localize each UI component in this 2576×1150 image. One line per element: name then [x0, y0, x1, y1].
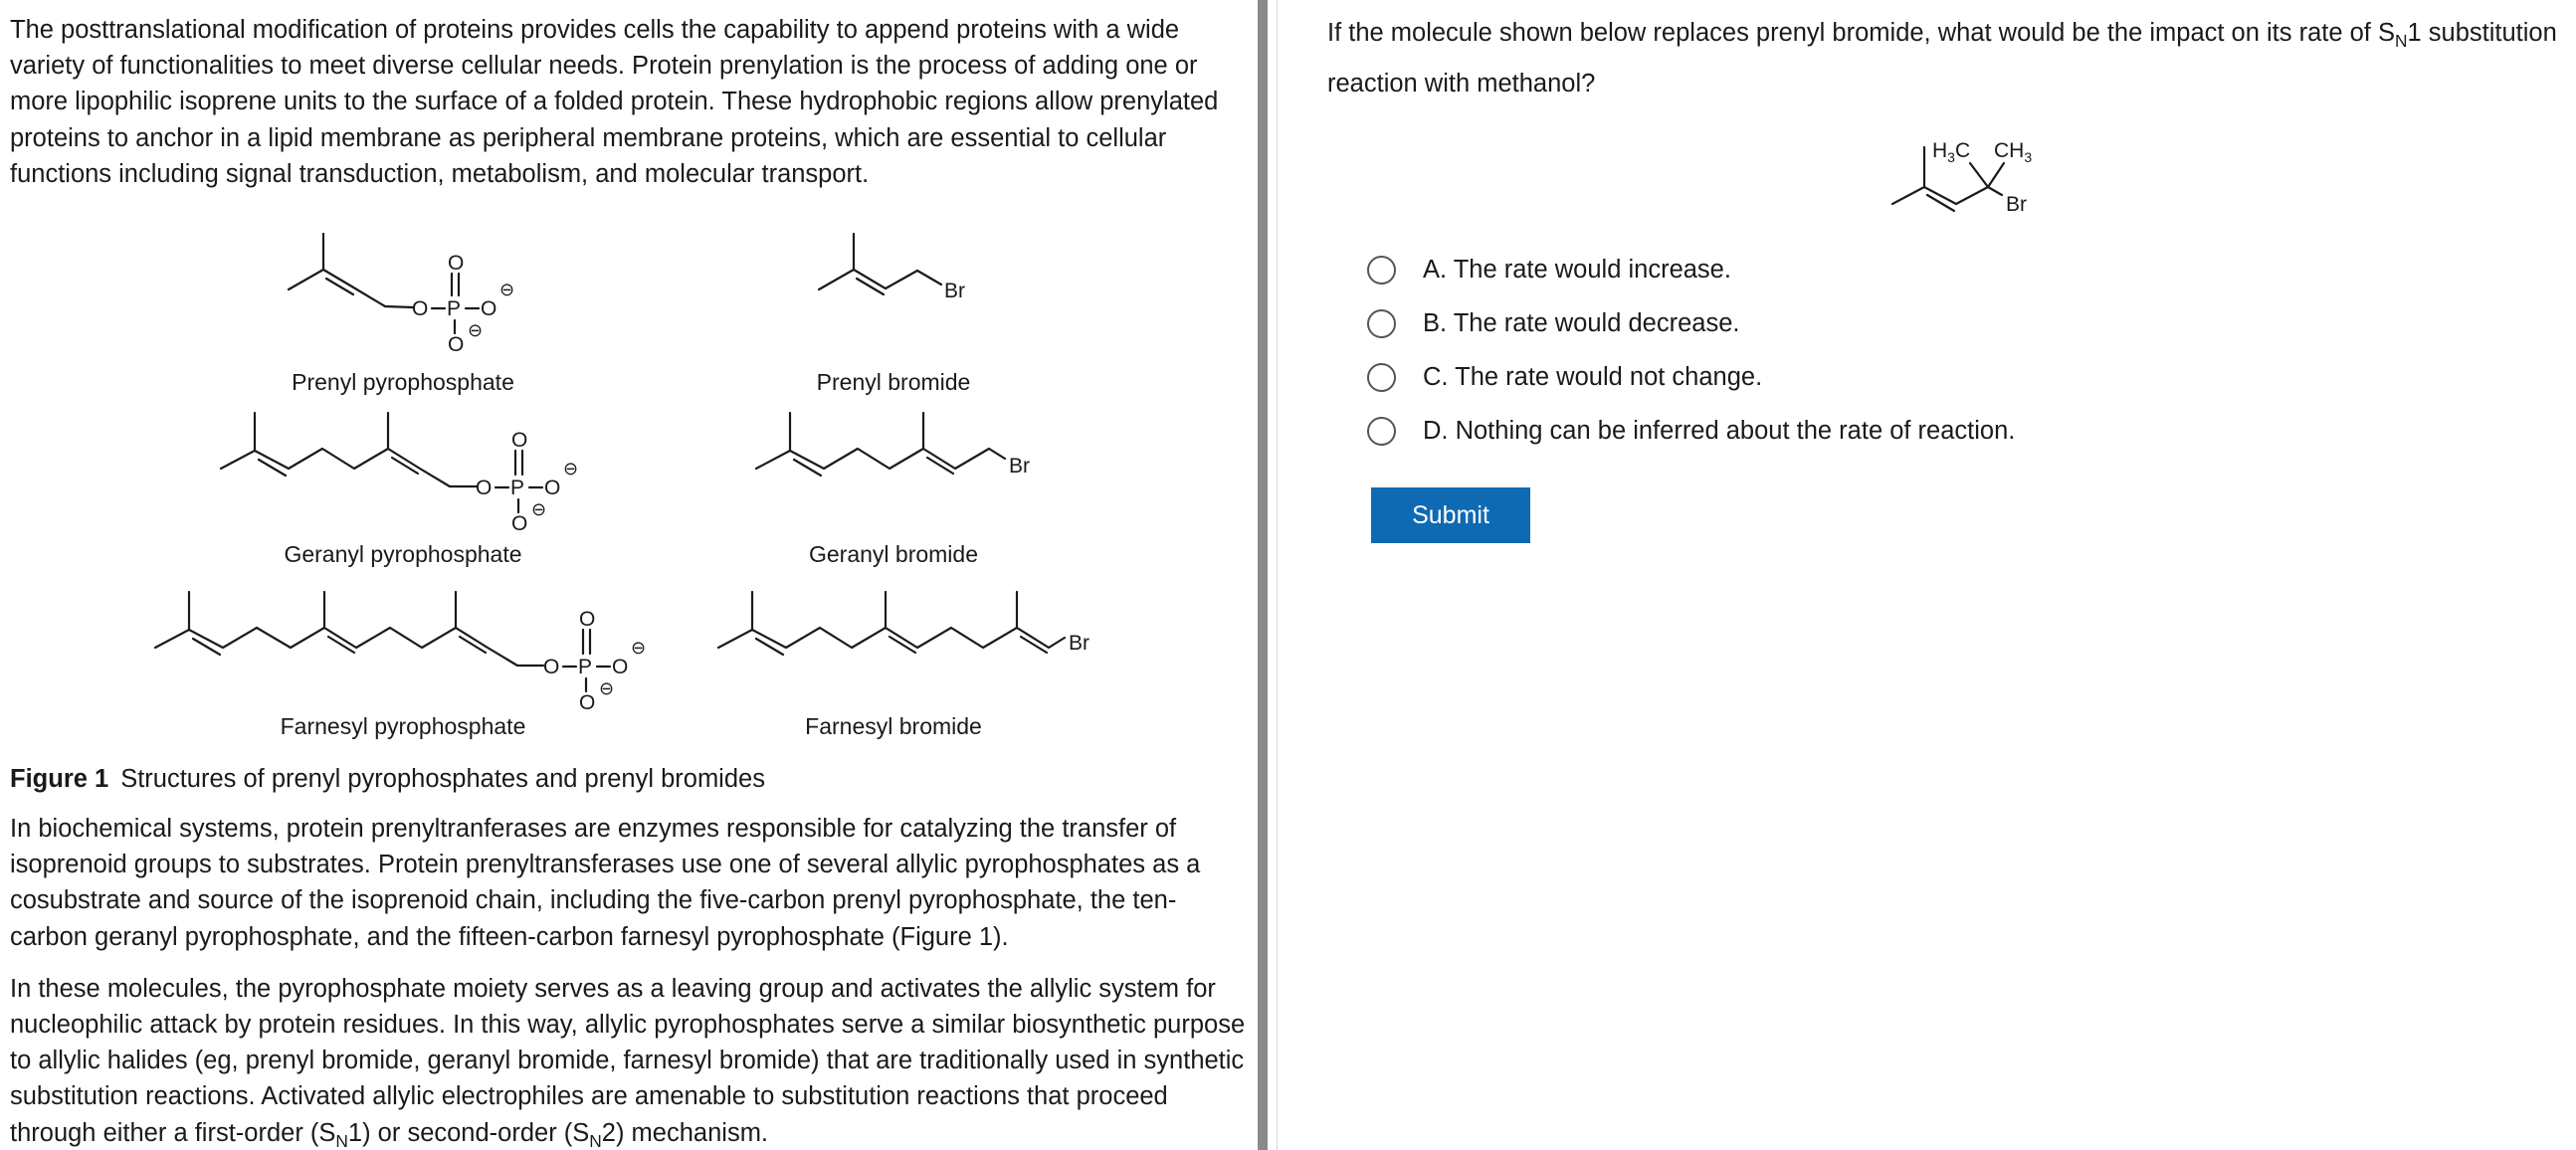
geranyl-br-chain	[756, 449, 1005, 469]
figure-caption-label: Figure 1	[10, 765, 109, 794]
submit-button[interactable]: Submit	[1371, 487, 1530, 543]
svg-text:P: P	[510, 477, 525, 500]
radio-c[interactable]	[1367, 363, 1396, 392]
svg-text:O: O	[412, 297, 429, 321]
label-farnesyl-bromide: Farnesyl bromide	[805, 713, 982, 740]
figure-1-structures	[10, 208, 1248, 747]
label-geranyl-pyrophosphate: Geranyl pyrophosphate	[284, 541, 522, 568]
prenyl-br-chain	[819, 270, 941, 289]
svg-text:⊖: ⊖	[631, 638, 647, 659]
svg-text:Br: Br	[944, 280, 965, 303]
svg-text:CH3: $CH_3$	[1994, 139, 2033, 165]
svg-text:O: O	[448, 252, 465, 276]
choice-b[interactable]	[1367, 296, 2015, 350]
question-panel	[1327, 12, 2566, 1146]
svg-text:O: O	[481, 297, 497, 321]
choice-d[interactable]	[1367, 404, 2015, 458]
figure-1-caption	[10, 761, 1248, 797]
question-molecule	[1884, 111, 2064, 221]
svg-text:O: O	[448, 333, 465, 357]
choice-d-label: D. Nothing can be inferred about the rate of reaction.	[1423, 416, 2016, 445]
svg-text:Br: Br	[1069, 632, 1090, 656]
radio-a[interactable]	[1367, 256, 1396, 285]
passage-paragraph-2: In biochemical systems, protein prenyltranferases are enzymes responsible for catalyzing the transfer of isoprenoid groups to substrates. Protein prenyltransferases use one of several allylic pyrophosphates as a cosubstrate and source of the isoprenoid chain, including the five-carbon prenyl pyrophosphate, the ten-carbon geranyl pyrophosphate, and the fifteen-carbon farnesyl pyrophosphate (Figure 1).	[10, 815, 1201, 951]
label-prenyl-pyrophosphate: Prenyl pyrophosphate	[292, 369, 514, 396]
svg-text:⊖: ⊖	[563, 459, 579, 479]
svg-text:O: O	[511, 512, 528, 536]
svg-text:⊖: ⊖	[499, 280, 515, 300]
question-text: If the molecule shown below replaces prenyl bromide, what would be the impact on its rate of $S_N1$ substitution reaction with methanol?	[1327, 19, 2557, 98]
svg-text:⊖: ⊖	[599, 678, 615, 699]
svg-text:O: O	[579, 691, 596, 715]
svg-text:O: O	[544, 477, 561, 500]
structures-drawing	[10, 208, 1248, 747]
passage-paragraph-3: In these molecules, the pyrophosphate moiety serves as a leaving group and activates the allylic system for nucleophilic attack by protein residues. In this way, allylic pyrophosphates serve a similar biosynthetic purpose to allylic halides (eg, prenyl bromide, geranyl bromide, farnesyl bromide) that are traditionally used in synthetic substitution reactions. Activated allylic electrophiles are amenable to substitution reactions that proceed through either a first-order $(S_N1)$ or second-order $(S_N2)$ mechanism.	[10, 974, 1246, 1150]
choice-a-label: A. The rate would increase.	[1423, 255, 1731, 284]
svg-text:O: O	[612, 656, 629, 679]
svg-text:P: P	[578, 656, 593, 679]
svg-text:Br: Br	[2006, 193, 2027, 216]
farnesyl-pp-chain	[155, 628, 543, 666]
svg-text:H3C: $H_3C$	[1932, 139, 1971, 165]
svg-text:O: O	[579, 608, 596, 632]
label-geranyl-bromide: Geranyl bromide	[808, 541, 979, 568]
passage-panel[interactable]	[0, 0, 1258, 1150]
radio-d[interactable]	[1367, 417, 1396, 446]
panel-divider-line	[1277, 0, 1278, 1150]
panel-divider-handle[interactable]	[1258, 0, 1268, 1150]
prenyl-pp-chain	[289, 270, 414, 307]
radio-b[interactable]	[1367, 309, 1396, 338]
svg-text:⊖: ⊖	[468, 320, 484, 341]
svg-text:O: O	[476, 477, 493, 500]
svg-text:P: P	[447, 297, 462, 321]
geranyl-pp-chain	[221, 449, 478, 486]
passage-paragraph-1: The posttranslational modification of proteins provides cells the capability to append proteins with a wide variety of functionalities to meet diverse cellular needs. Protein prenylation is the process of adding one or more lipophilic isoprene units to the surface of a folded protein. These hydrophobic regions allow prenylated proteins to anchor in a lipid membrane as peripheral membrane proteins, which are essential to cellular functions including signal transduction, metabolism, and molecular transport.	[10, 16, 1219, 188]
choice-c-label: C. The rate would not change.	[1423, 362, 1763, 391]
svg-text:Br: Br	[1009, 455, 1030, 479]
figure-caption-text: Structures of prenyl pyrophosphates and prenyl bromides	[120, 765, 765, 794]
choice-b-label: B. The rate would decrease.	[1423, 308, 1740, 337]
svg-text:⊖: ⊖	[531, 499, 547, 520]
answer-choices	[1367, 243, 2015, 458]
choice-c[interactable]	[1367, 350, 2015, 404]
label-farnesyl-pyrophosphate: Farnesyl pyrophosphate	[280, 713, 526, 740]
label-prenyl-bromide: Prenyl bromide	[816, 369, 971, 396]
choice-a[interactable]	[1367, 243, 2015, 296]
svg-text:O: O	[511, 429, 528, 453]
svg-text:O: O	[543, 656, 560, 679]
